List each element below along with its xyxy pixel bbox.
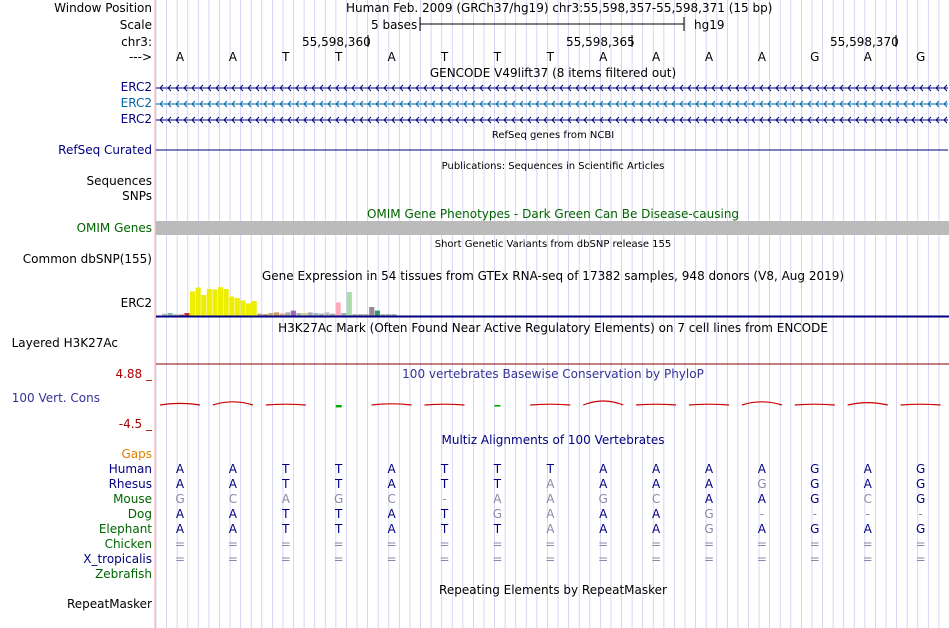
phylop-score-mark (336, 405, 342, 407)
alignment-base: G (492, 507, 503, 521)
alignment-species-label[interactable]: Rhesus (108, 477, 152, 491)
alignment-base: = (915, 552, 926, 566)
alignment-base: G (175, 492, 185, 506)
reference-base: A (757, 50, 766, 64)
alignment-base: A (863, 462, 872, 476)
window-position-label: Window Position (54, 1, 152, 15)
alignment-base: A (281, 492, 290, 506)
alignment-base: T (546, 462, 554, 476)
alignment-species-label[interactable]: X_tropicalis (83, 552, 152, 566)
phylop-score-mark (494, 405, 500, 407)
alignment-base: A (651, 507, 661, 521)
gtex-tissue-bar (235, 298, 240, 316)
alignment-base: A (546, 522, 555, 536)
phylop-score-mark (901, 404, 941, 405)
alignment-base: = (280, 537, 291, 551)
omim-title[interactable]: OMIM Gene Phenotypes - Dark Green Can Be Disease-causing (366, 207, 740, 221)
gtex-tissue-bar (212, 290, 217, 316)
alignment-base: A (757, 462, 766, 476)
alignment-base: A (228, 462, 237, 476)
phylop-score-mark (425, 404, 465, 405)
alignment-base: = (333, 537, 344, 551)
reference-base: T (335, 50, 343, 64)
dbsnp-title[interactable]: Short Genetic Variants from dbSNP release 155 (434, 239, 672, 250)
reference-base: T (440, 50, 449, 64)
reference-base: T (493, 50, 502, 64)
alignment-base: = (386, 552, 397, 566)
alignment-base: T (335, 522, 343, 536)
reference-base: A (651, 50, 661, 64)
phylop-title[interactable]: 100 vertebrates Basewise Conservation by PhyloP (402, 367, 704, 381)
alignment-base: A (599, 522, 608, 536)
alignment-base: G (334, 492, 344, 506)
alignment-base: = (703, 537, 715, 551)
alignment-base: A (387, 507, 396, 521)
alignment-base: = (651, 552, 662, 566)
reference-base: T (546, 50, 554, 64)
alignment-base: C (651, 492, 661, 506)
chrom-label: chr3: (121, 35, 152, 49)
alignment-base: - (918, 507, 923, 521)
alignment-base: A (757, 492, 766, 506)
alignment-base: A (704, 477, 714, 491)
phylop-min-label: -4.5 _ (118, 417, 152, 431)
alignment-base: A (175, 507, 185, 521)
alignment-base: A (493, 492, 502, 506)
gtex-tissue-bar (347, 292, 352, 316)
alignment-base: = (809, 552, 820, 566)
alignment-base: T (440, 462, 449, 476)
gtex-tissue-bar (201, 295, 206, 316)
refseq-title[interactable]: RefSeq genes from NCBI (491, 130, 615, 141)
alignment-base: A (599, 507, 608, 521)
alignment-base: C (387, 492, 396, 506)
alignment-base: = (227, 537, 238, 551)
alignment-base: = (280, 552, 291, 566)
alignment-base: A (228, 507, 237, 521)
alignment-base: G (810, 462, 820, 476)
alignment-base: G (915, 462, 926, 476)
alignment-base: = (756, 537, 767, 551)
alignment-base: T (493, 462, 502, 476)
alignment-base: G (598, 492, 608, 506)
snps-label[interactable]: SNPs (122, 189, 152, 203)
alignment-base: G (810, 522, 820, 536)
gtex-label[interactable]: ERC2 (120, 296, 152, 310)
alignment-base: G (704, 507, 714, 521)
alignment-species-label[interactable]: Chicken (104, 537, 152, 551)
alignment-base: A (175, 477, 185, 491)
alignment-base: T (282, 477, 290, 491)
scale-db: hg19 (694, 18, 725, 32)
omim-gene-bar (156, 221, 949, 235)
alignment-base: = (651, 537, 662, 551)
gtex-tissue-bar (336, 303, 341, 317)
alignment-species-label[interactable]: Zebrafish (95, 567, 152, 581)
gencode-item-1[interactable]: ERC2 (120, 80, 152, 94)
alignment-base: = (439, 552, 450, 566)
alignment-base: A (387, 522, 396, 536)
gtex-tissue-bar (252, 301, 257, 316)
alignment-base: A (228, 522, 237, 536)
reference-base: A (599, 50, 608, 64)
alignment-base: - (442, 492, 447, 506)
dbsnp-label[interactable]: Common dbSNP(155) (22, 252, 152, 266)
alignment-base: T (335, 507, 343, 521)
alignment-base: = (703, 552, 715, 566)
alignment-species-label[interactable]: Dog (127, 507, 152, 521)
scale-text: 5 bases (371, 18, 418, 32)
alignment-base: = (333, 552, 344, 566)
alignment-base: A (599, 462, 608, 476)
gtex-title[interactable]: Gene Expression in 54 tissues from GTEx RNA-seq of 17382 samples, 948 donors (V8, Aug 2019) (261, 269, 845, 283)
gtex-tissue-bar (308, 312, 313, 316)
repeat-label[interactable]: RepeatMasker (66, 597, 152, 611)
reference-base: T (282, 50, 290, 64)
alignment-base: = (915, 537, 926, 551)
phylop-score-mark (530, 404, 570, 405)
gtex-tissue-bar (229, 297, 234, 317)
alignment-base: = (862, 552, 873, 566)
alignment-base: = (492, 537, 503, 551)
gencode-title[interactable]: GENCODE V49lift37 (8 items filtered out) (429, 66, 677, 80)
alignment-base: G (915, 477, 926, 491)
phylop-score-mark (848, 403, 888, 405)
alignment-base: = (227, 552, 238, 566)
alignment-base: A (175, 462, 185, 476)
alignment-base: = (809, 537, 820, 551)
gtex-tissue-bar (240, 300, 245, 316)
alignment-base: G (704, 522, 714, 536)
alignment-base: A (599, 477, 608, 491)
gtex-tissue-bar (291, 311, 296, 316)
alignment-base: = (174, 552, 186, 566)
reference-base: G (915, 50, 926, 64)
alignment-base: = (174, 537, 186, 551)
window-position-text[interactable]: Human Feb. 2009 (GRCh37/hg19) chr3:55,598,357-55,598,371 (15 bp) (346, 1, 773, 15)
phylop-score-mark (266, 404, 306, 405)
alignment-base: A (704, 492, 714, 506)
alignment-base: T (335, 477, 343, 491)
alignment-base: - (812, 507, 817, 521)
gtex-tissue-bar (207, 289, 212, 316)
alignment-base: T (493, 522, 502, 536)
alignment-base: A (228, 477, 237, 491)
alignment-base: T (440, 522, 449, 536)
alignment-base: = (386, 537, 397, 551)
alignment-base: A (546, 492, 555, 506)
gencode-item-2[interactable]: ERC2 (120, 96, 152, 110)
gtex-tissue-bar (324, 312, 329, 316)
reference-base: A (175, 50, 185, 64)
alignment-base: - (865, 507, 870, 521)
alignment-base: = (598, 552, 609, 566)
publications-title[interactable]: Publications: Sequences in Scientific Articles (441, 161, 665, 172)
sequences-label[interactable]: Sequences (86, 174, 152, 188)
alignment-base: T (282, 462, 290, 476)
scale-label: Scale (119, 18, 152, 32)
alignment-base: A (651, 477, 661, 491)
gtex-tissue-bar (218, 287, 223, 316)
repeat-title[interactable]: Repeating Elements by RepeatMasker (439, 583, 667, 597)
phylop-score-mark (372, 404, 412, 405)
reference-base: A (863, 50, 872, 64)
alignment-base: = (439, 537, 450, 551)
alignment-base: A (387, 477, 396, 491)
gtex-tissue-bar (285, 312, 290, 316)
gtex-tissue-bar (369, 307, 374, 316)
gencode-item-3[interactable]: ERC2 (120, 112, 152, 126)
reference-base: A (387, 50, 396, 64)
alignment-base: A (757, 522, 766, 536)
alignment-base: G (915, 492, 926, 506)
alignment-species-label[interactable]: Human (108, 462, 152, 476)
alignment-species-label[interactable]: Mouse (113, 492, 152, 506)
phylop-label[interactable]: 100 Vert. Cons (11, 391, 100, 405)
coord-label-2: 55,598,365 (566, 35, 635, 49)
alignment-base: A (863, 522, 872, 536)
alignment-base: A (651, 462, 661, 476)
alignment-base: C (228, 492, 238, 506)
alignment-base: T (493, 477, 502, 491)
alignment-base: A (704, 462, 714, 476)
phylop-max-label: 4.88 _ (115, 367, 152, 381)
strand-label: ---> (128, 50, 152, 64)
alignment-base: A (387, 462, 396, 476)
alignment-base: = (862, 537, 873, 551)
phylop-score-mark (160, 403, 200, 405)
alignment-base: A (863, 477, 872, 491)
reference-base: A (228, 50, 237, 64)
phylop-score-mark (583, 401, 623, 405)
alignment-base: = (598, 537, 609, 551)
alignment-base: G (915, 522, 926, 536)
alignment-base: T (440, 507, 449, 521)
phylop-score-mark (689, 404, 729, 405)
phylop-score-mark (742, 402, 782, 405)
alignment-base: T (282, 522, 290, 536)
alignment-species-label[interactable]: Elephant (98, 522, 152, 536)
phylop-score-mark (213, 402, 253, 405)
alignment-base: T (282, 507, 290, 521)
phylop-score-mark (795, 404, 835, 405)
alignment-base: G (757, 477, 767, 491)
gtex-tissue-bar (246, 303, 251, 316)
omim-label[interactable]: OMIM Genes (76, 221, 152, 235)
alignment-base: A (546, 477, 555, 491)
gtex-tissue-bar (190, 291, 195, 316)
alignment-base: = (545, 537, 556, 551)
gtex-tissue-bar (196, 288, 201, 317)
alignment-base: = (492, 552, 503, 566)
gtex-tissue-bar (375, 311, 380, 316)
alignment-base: T (440, 477, 449, 491)
gtex-tissue-bar (224, 289, 229, 316)
gtex-tissue-bar (274, 312, 279, 316)
coord-label-1: 55,598,360 (302, 35, 371, 49)
reference-base: G (810, 50, 820, 64)
h3k27ac-label[interactable]: Layered H3K27Ac (11, 336, 118, 350)
reference-base: A (704, 50, 714, 64)
phylop-score-mark (636, 404, 676, 405)
coord-label-3: 55,598,370 (830, 35, 899, 49)
alignment-base: A (546, 507, 555, 521)
alignment-base: T (335, 462, 343, 476)
alignment-base: A (651, 522, 661, 536)
alignment-base: = (545, 552, 556, 566)
alignment-base: A (175, 522, 185, 536)
gaps-label[interactable]: Gaps (121, 447, 152, 461)
alignment-base: = (756, 552, 767, 566)
multiz-title[interactable]: Multiz Alignments of 100 Vertebrates (441, 433, 665, 447)
alignment-base: - (759, 507, 765, 521)
alignment-base: G (810, 477, 820, 491)
refseq-label[interactable]: RefSeq Curated (58, 143, 152, 157)
alignment-base: G (810, 492, 820, 506)
h3k27ac-title[interactable]: H3K27Ac Mark (Often Found Near Active Regulatory Elements) on 7 cell lines from ENCODE (278, 321, 828, 335)
alignment-base: C (863, 492, 872, 506)
